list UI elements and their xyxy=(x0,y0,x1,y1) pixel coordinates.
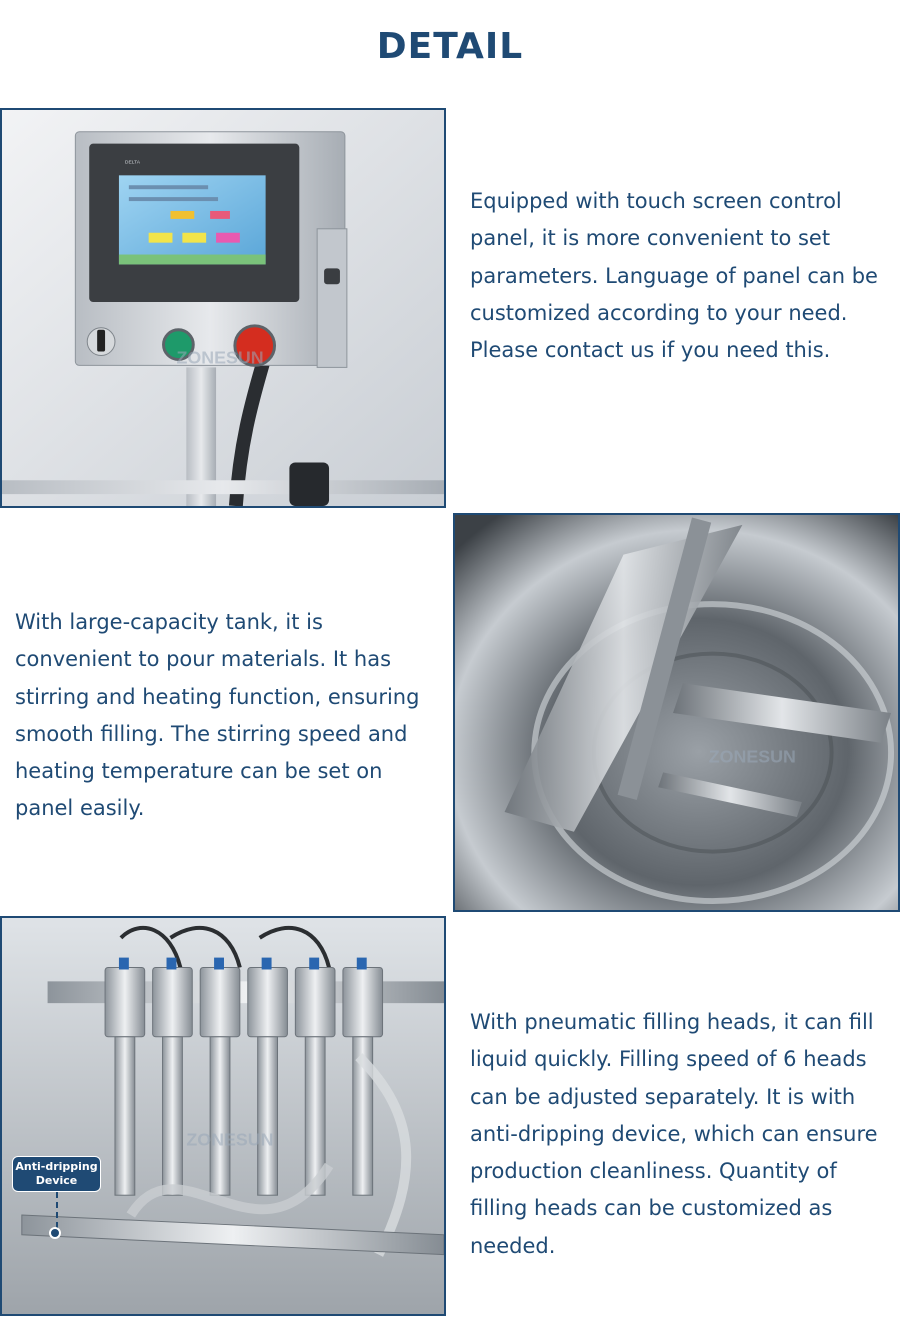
callout-pointer-dot xyxy=(49,1227,61,1239)
filling-heads-description: With pneumatic filling heads, it can fill liquid quickly. Filling speed of 6 heads can be adjusted separately. It is with anti-dripping device, which can ensure production cleanliness. Quantity of filling heads can be customized as needed. xyxy=(470,1010,878,1258)
control-panel-photo xyxy=(0,108,446,508)
tank-photo xyxy=(453,513,900,912)
tank-description: With large-capacity tank, it is convenient to pour materials. It has stirring and heating function, ensuring smooth filling. The stirring speed and heating temperature can be set on panel easily. xyxy=(15,610,420,821)
control-panel-description: Equipped with touch screen control panel, it is more convenient to set parameters. Language of panel can be customized according to your need. Please contact us if you need this. xyxy=(470,189,878,363)
watermark: ZONESUN xyxy=(186,1129,274,1150)
callout-label-line1: Anti-dripping xyxy=(15,1160,98,1173)
callout-leader-line xyxy=(56,1192,58,1228)
anti-dripping-callout xyxy=(12,1156,101,1192)
watermark: ZONESUN xyxy=(708,746,796,767)
panel-brand: DELTA xyxy=(124,160,141,166)
page-title: DETAIL xyxy=(376,26,524,67)
callout-label-line2: Device xyxy=(35,1174,78,1187)
filling-heads-photo xyxy=(0,916,446,1316)
watermark: ZONESUN xyxy=(176,347,264,368)
